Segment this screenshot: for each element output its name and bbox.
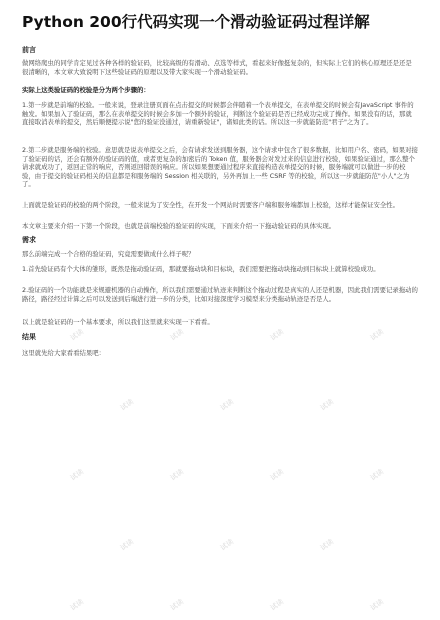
watermark: 试读: [368, 467, 386, 483]
step1-paragraph: 1.第一步就是前端的校验。一般来说，登录注册页面在点击提交的时候都会伴随着一个表单提交，在表单提交的时候会有JavaScript 事件的触发。如果加入了验证码，那么在表单提交的时候会多加一个额外的验证，判断这个验证码是否已经成功完成了操作。如果没有的话，那就直接取消表单的提交，然后顺便提示说"您的验证没通过，请重新验证"，诸如此类的话。所以这一步就能防范"君子"之为了。: [22, 101, 414, 127]
requirements-intro: 那么前端完成一个合格的验证码，究竟需要做成什么样子呢？: [22, 250, 195, 258]
result-intro: 这里就先给大家看看结果吧：: [22, 349, 106, 357]
page-title: Python 200行代码实现一个滑动验证码过程详解: [22, 13, 370, 31]
watermark: 试读: [168, 597, 186, 613]
requirements-summary: 以上就是验证码的一个基本要求，所以我们这里就来实现一下看看。: [22, 318, 214, 326]
watermark: 试读: [168, 327, 186, 343]
watermark: 试读: [218, 537, 236, 553]
watermark: 试读: [68, 467, 86, 483]
watermark: 试读: [218, 397, 236, 413]
watermark: 试读: [318, 537, 336, 553]
watermark: 试读: [168, 467, 186, 483]
watermark: 试读: [318, 397, 336, 413]
watermark: 试读: [368, 597, 386, 613]
result-heading: 结果: [22, 333, 36, 341]
requirement2-paragraph: 2.验证码的一个功能就是来规避机器的自动操作，所以我们需要通过轨迹来判断这个拖动过程是真实的人还是机器，因此我们需要记录拖动的路径，路径经过计算之后可以发送到后端进行进一步的分类，比如对接深度学习模型来分类拖动轨迹是否是人。: [22, 286, 418, 303]
preface-heading: 前言: [22, 46, 36, 54]
watermark: 试读: [68, 327, 86, 343]
requirements-heading: 需求: [22, 236, 36, 244]
summary2-paragraph: 本文章主要来介绍一下第一个阶段，也就是前端校验的验证码的实现，下面来介绍一下拖动验证码的具体实现。: [22, 222, 336, 230]
watermark: 试读: [118, 537, 136, 553]
principle-paragraph: 实际上这类验证码的校验是分为两个步骤的：: [22, 86, 150, 94]
requirement1-paragraph: 1.首先验证码有个大体的雏形，既然是拖动验证码，那就要拖动块和目标块，我们需要把拖动块拖动到目标块上就算校验成功。: [22, 265, 380, 273]
watermark: 试读: [118, 397, 136, 413]
watermark: 试读: [268, 597, 286, 613]
watermark: 试读: [68, 597, 86, 613]
watermark: 试读: [268, 327, 286, 343]
preface-paragraph: 做网络爬虫的同学肯定见过各种各样的验证码，比较高级的有滑动、点选等样式，看起来好像挺复杂的，但实际上它们的核心原理还是还是很清晰的，本文章大致说明下这些验证码的原理以及带大家实现一个滑动验证码。: [22, 59, 412, 76]
step2-paragraph: 2.第二步就是服务端的校验。意思就是说表单提交之后，会有请求发送到服务器，这个请求中包含了很多数据，比如用户名、密码，如果对接了验证码的话，还会有额外的验证码的值，或者更复杂的加密后的 Token 值，服务器会对发过来的信息进行校验，如果验证通过，那么整个请求就成功了，返回正常的响应，否则返回错误的响应。所以如果想要通过程序来直接构造表单提交的时候，服务端就可以做进一步的校验，由于提交的验证码相关的信息都是和服务端的 Session 相关联的，另外再加上一些 CSRF 等的校验，所以这一步就能防范"小人"之为了。: [22, 146, 418, 189]
summary1-paragraph: 上面就是验证码的校验的两个阶段，一般来说为了安全性，在开发一个网站时需要客户端和服务端都加上校验，这样才能保证安全性。: [22, 201, 400, 209]
watermark: 试读: [368, 327, 386, 343]
watermark: 试读: [268, 467, 286, 483]
